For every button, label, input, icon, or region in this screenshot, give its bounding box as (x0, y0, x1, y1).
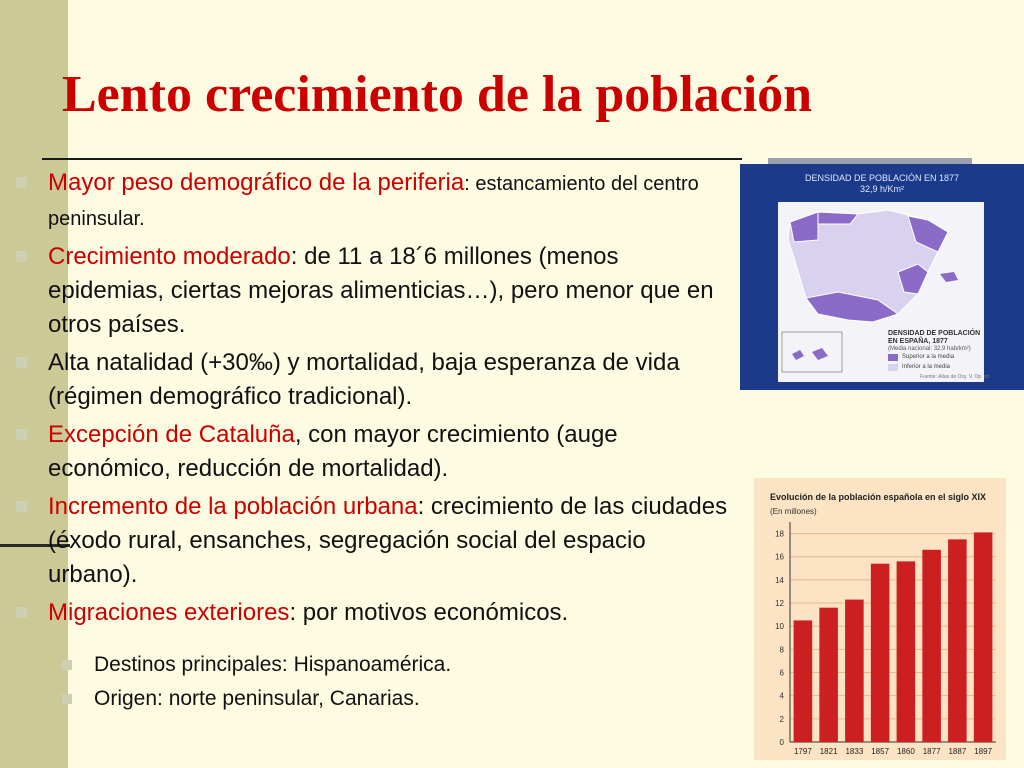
y-tick-label: 16 (775, 552, 784, 562)
chart-title: Evolución de la población española en el siglo XIX (770, 492, 987, 502)
sub-bullet-text: Destinos principales: Hispanoamérica. (94, 653, 452, 676)
bullet-item (14, 240, 734, 342)
bullet-list (14, 166, 734, 634)
title-divider (42, 158, 742, 160)
population-bar-chart (754, 478, 1006, 760)
x-tick-label: 1877 (922, 747, 941, 756)
bullet-text: : de 11 a 18´6 millones (menos epidemias, ciertas mejoras alimenticias…), pero menor que en otros países. (48, 243, 714, 338)
bullet-square-icon (16, 501, 27, 512)
sub-bullet-item (62, 682, 722, 716)
y-tick-label: 0 (779, 738, 784, 747)
y-tick-label: 14 (775, 575, 784, 585)
x-tick-label: 1887 (948, 747, 967, 756)
y-tick-label: 18 (775, 529, 784, 539)
map-title (740, 173, 1024, 195)
legend-label-above: Superior a la media (902, 354, 955, 360)
map-title-line1: DENSIDAD DE POBLACIÓN EN 1877 (804, 173, 960, 183)
sub-bullet-square-icon (62, 694, 72, 704)
bullet-lead: Crecimiento moderado (48, 243, 291, 270)
bar (922, 550, 941, 742)
bullet-item (14, 166, 734, 236)
x-tick-label: 1857 (871, 747, 890, 756)
y-tick-label: 8 (779, 645, 784, 655)
bullet-square-icon (16, 429, 27, 440)
bullet-item (14, 596, 734, 630)
sub-bullet-list (62, 648, 722, 716)
y-tick-label: 12 (775, 599, 784, 609)
x-tick-label: 1821 (819, 747, 838, 756)
y-tick-label: 6 (779, 668, 784, 678)
bar (794, 620, 813, 742)
legend-swatch-above (888, 354, 898, 361)
bullet-square-icon (16, 357, 27, 368)
sub-bullet-square-icon (62, 660, 72, 670)
x-tick-label: 1833 (845, 747, 864, 756)
map-source: Fuente: Atlas de Oxy. V, Op. cit. (920, 374, 991, 380)
bullet-lead: Excepción de Cataluña (48, 421, 295, 448)
y-tick-label: 10 (775, 622, 784, 632)
bullet-text: : crecimiento de las ciudades (éxodo rural, ensanches, segregación social del espacio urbano). (48, 493, 728, 588)
x-tick-label: 1797 (793, 747, 812, 756)
bar (897, 561, 916, 742)
bullet-lead: Incremento de la población urbana (48, 493, 418, 520)
sub-bullet-text: Origen: norte peninsular, Canarias. (94, 687, 420, 710)
y-tick-label: 4 (779, 691, 784, 701)
slide-title: Lento crecimiento de la población (62, 66, 813, 123)
bar (974, 532, 993, 742)
bar (871, 564, 890, 742)
x-tick-label: 1897 (974, 747, 993, 756)
bar (819, 608, 838, 742)
chart-subtitle: (En millones) (770, 507, 817, 516)
density-map-image (740, 164, 1024, 390)
legend-label-below: Inferior a la media (902, 364, 951, 370)
bar (948, 539, 967, 742)
chart-plot (754, 478, 1006, 760)
bullet-square-icon (16, 251, 27, 262)
bullet-square-icon (16, 607, 27, 618)
bar (845, 600, 864, 742)
map-title-line2: 32,9 h/Km² (859, 184, 905, 194)
map-legend-title: DENSIDAD DE POBLACIÓN EN ESPAÑA, 1877 (888, 330, 981, 345)
map-legend-subtitle: (Media nacional: 32,9 hab/km²) (888, 346, 971, 352)
legend-swatch-below (888, 364, 898, 371)
y-tick-label: 2 (779, 714, 784, 724)
bullet-text: : por motivos económicos. (289, 599, 569, 626)
bullet-item (14, 346, 734, 414)
bullet-item (14, 490, 734, 592)
bullet-text: : estancamiento del centro peninsular. (48, 173, 699, 230)
bullet-lead: Migraciones exteriores (48, 599, 290, 626)
bullet-lead: Mayor peso demográfico de la periferia (48, 169, 465, 196)
sub-bullet-item (62, 648, 722, 682)
bullet-item (14, 418, 734, 486)
x-tick-label: 1860 (896, 747, 915, 756)
bullet-square-icon (16, 177, 27, 188)
bullet-text: , con mayor crecimiento (auge económico, reducción de mortalidad). (48, 421, 618, 482)
bullet-text: Alta natalidad (+30‰) y mortalidad, baja esperanza de vida (régimen demográfico tradicional). (48, 349, 680, 410)
